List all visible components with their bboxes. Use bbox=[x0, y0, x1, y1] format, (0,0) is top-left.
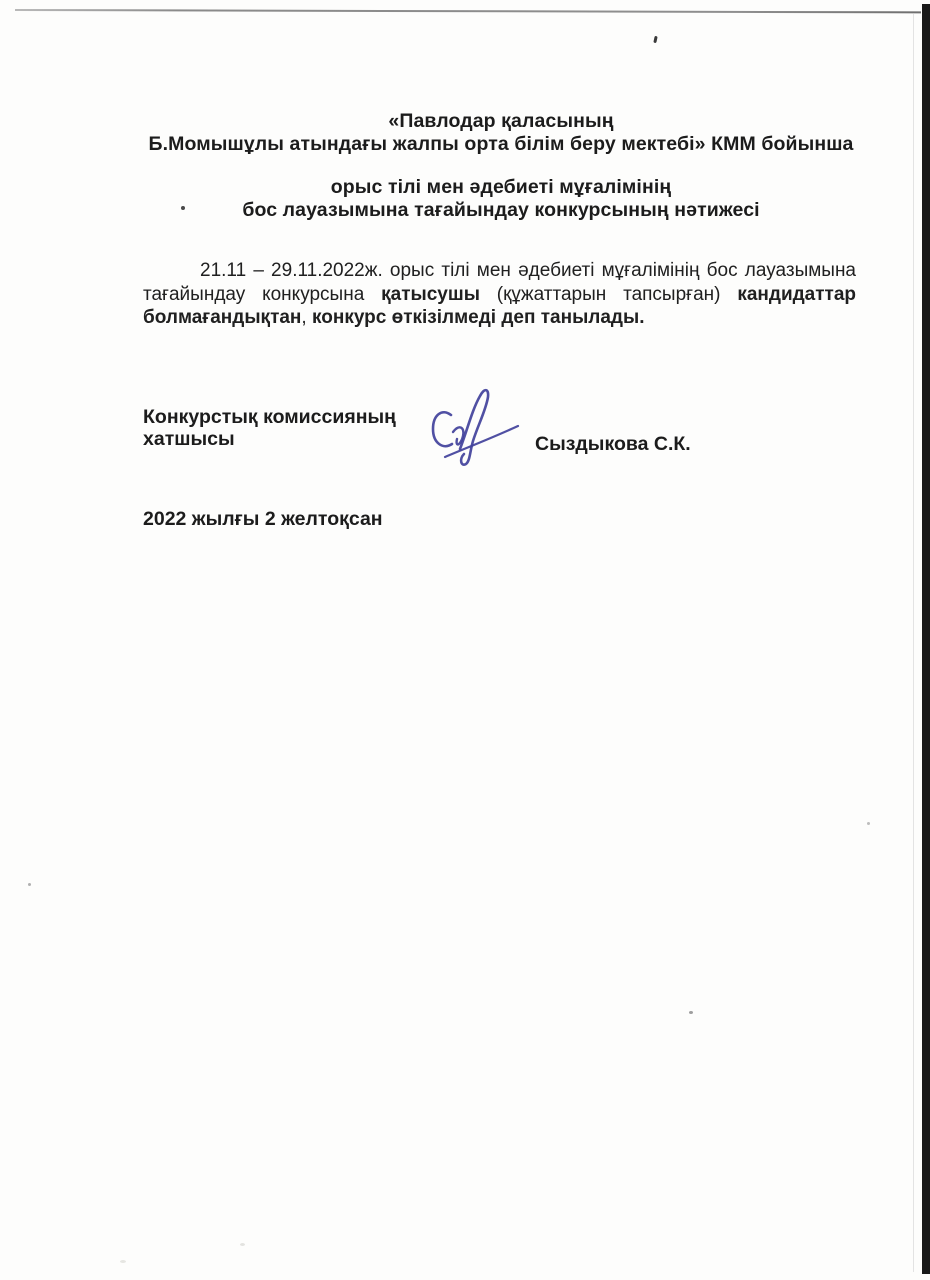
body-paragraph bbox=[143, 259, 856, 330]
title-line-1: «Павлодар қаласының bbox=[388, 110, 614, 132]
body-line-2: тағайындау конкурсына қатысушы (құжаттарын тапсырған) кандидаттар bbox=[143, 283, 857, 305]
scan-right-edge-strip bbox=[922, 4, 930, 1274]
scan-speck bbox=[240, 1243, 245, 1246]
document-subtitle bbox=[145, 176, 857, 221]
signature-stroke-loop bbox=[460, 390, 488, 465]
scan-speck bbox=[689, 1011, 693, 1014]
signatory-role-line-1: Конкурстық комиссияның bbox=[143, 406, 396, 428]
body-line-3: болмағандықтан, конкурс өткізілмеді деп танылады. bbox=[143, 307, 645, 328]
scan-speck bbox=[28, 883, 31, 886]
document-date: 2022 жылғы 2 желтоқсан bbox=[143, 508, 383, 530]
scan-speck bbox=[120, 1260, 126, 1263]
paper-edge-shadow bbox=[913, 14, 914, 1272]
scan-speck bbox=[867, 822, 870, 825]
subtitle-line-2: бос лауазымына тағайындау конкурсының нәтижесі bbox=[242, 198, 760, 221]
document-title bbox=[145, 110, 857, 155]
handwritten-signature bbox=[426, 386, 520, 470]
signatory-name: Сыздыкова С.К. bbox=[535, 433, 691, 455]
body-line-1: 21.11 – 29.11.2022ж. орыс тілі мен әдебиеті мұғалімінің бос лауазымына bbox=[200, 260, 856, 281]
title-line-2: Б.Момышұлы атындағы жалпы орта білім беру мектебі» КММ бойынша bbox=[148, 132, 854, 155]
subtitle-line-1: орыс тілі мен әдебиеті мұғалімінің bbox=[330, 176, 672, 198]
signatory-role-label bbox=[143, 407, 396, 450]
scan-top-edge-line bbox=[15, 9, 921, 13]
signatory-role-line-2: хатшысы bbox=[143, 427, 235, 450]
signature-stroke-c bbox=[433, 412, 452, 446]
scan-speck bbox=[653, 36, 657, 43]
